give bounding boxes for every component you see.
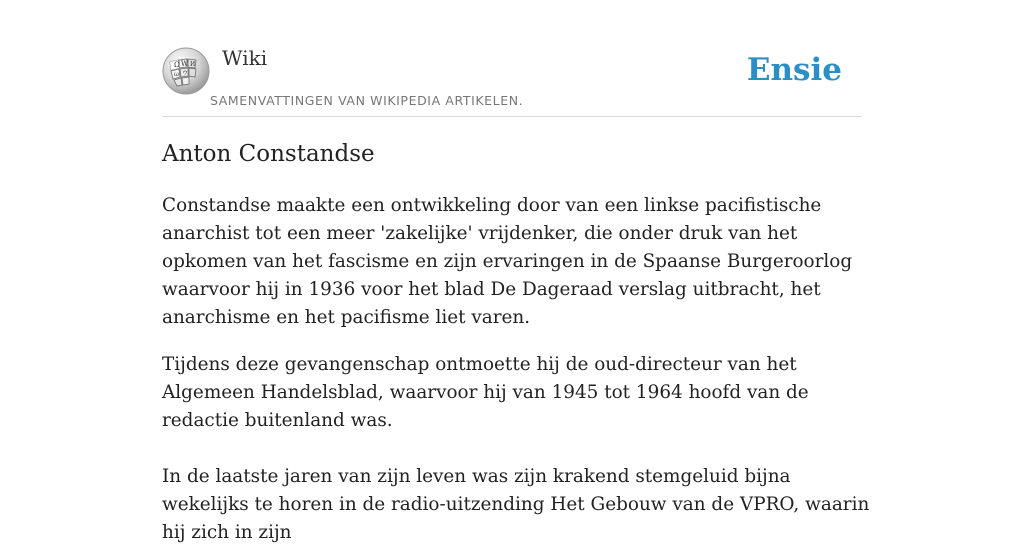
svg-text:ω: ω	[174, 71, 179, 78]
ensie-brand-link[interactable]: Ensie	[746, 52, 842, 88]
site-name-link[interactable]: Wiki	[222, 46, 268, 70]
article	[162, 138, 872, 547]
svg-text:И: И	[190, 61, 196, 68]
svg-text:ウ: ウ	[182, 70, 189, 77]
article-paragraph-2: Tijdens deze gevangenschap ontmoette hij de oud-directeur van het Algemeen Handelsblad, waarvoor hij van 1945 tot 1964 hoofd van de redactie buitenland was.	[162, 354, 809, 431]
wikipedia-globe-icon[interactable]	[162, 47, 210, 95]
site-header	[162, 40, 862, 117]
article-paragraph-1: Constandse maakte een ontwikkeling door van een linkse pacifistische anarchist tot een meer 'zakelijke' vrijdenker, die onder druk van het opkomen van het fascisme en zijn ervaringen in de Spaanse Burgeroorlog waarvoor hij in 1936 voor het blad De Dageraad verslag uitbracht, het anarchisme en het pacifisme liet varen.	[162, 195, 853, 328]
site-tagline: SAMENVATTINGEN VAN WIKIPEDIA ARTIKELEN.	[210, 93, 524, 108]
article-paragraph-3: In de laatste jaren van zijn leven was zijn krakend stemgeluid bijna wekelijks te horen in de radio-uitzending Het Gebouw van de VPRO, waarin hij zich in zijn	[162, 466, 870, 543]
article-title: Anton Constandse	[162, 141, 375, 167]
svg-text:Ω: Ω	[174, 61, 180, 69]
svg-text:W: W	[181, 60, 189, 68]
wikipedia-globe-icon-graphic	[162, 47, 210, 95]
